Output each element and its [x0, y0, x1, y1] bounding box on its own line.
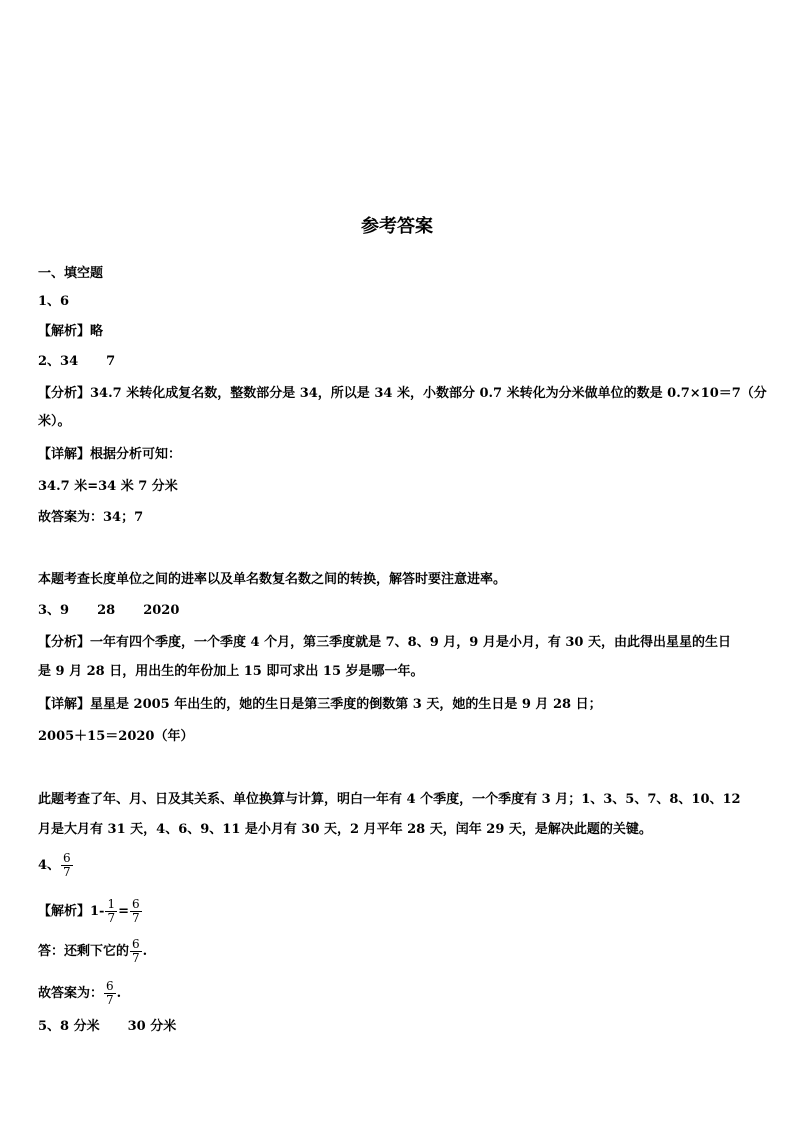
q2-answer-2: 7: [106, 354, 116, 369]
q4-subtrahend-fraction: [105, 898, 117, 925]
q4-analysis-prefix: 【解析】1-: [38, 904, 105, 919]
q3-fenxi-line1: 【分析】一年有四个季度，一个季度 4 个月，第三季度就是 7、8、9 月，9 月是小月，有 30 天，由此得出星星的生日: [38, 635, 731, 650]
q2-answer-1: 2、34: [38, 354, 79, 369]
q4-reply-fraction: [130, 938, 142, 965]
equals-sign: =: [118, 904, 129, 919]
fraction-numerator: 1: [107, 897, 116, 911]
q3-answer: [38, 601, 179, 621]
fraction-denominator: 7: [106, 993, 114, 1007]
q2-calc: 34.7 米=34 米 7 分米: [38, 479, 178, 494]
q4-result-fraction: [130, 898, 142, 925]
q3-answer-2: 28: [97, 603, 116, 618]
fraction-numerator: 6: [132, 937, 140, 951]
q3-summary-line1: 此题考查了年、月、日及其关系、单位换算与计算，明白一年有 4 个季度，一个季度有 3 月；1、3、5、7、8、10、12: [38, 792, 741, 807]
q4-final-answer: [38, 980, 121, 1007]
q3-answer-3: 2020: [143, 603, 180, 618]
page-title: 参考答案: [361, 216, 433, 237]
section-heading: 一、填空题: [38, 266, 104, 281]
q4-answer-fraction: [61, 852, 73, 879]
q4-answer: [38, 852, 74, 879]
q5-answer-2: 30 分米: [127, 1019, 177, 1034]
q2-final-answer: 故答案为：34；7: [38, 510, 144, 525]
q1-analysis: 【解析】略: [38, 324, 104, 339]
q3-detail: 【详解】星星是 2005 年出生的，她的生日是第三季度的倒数第 3 天，她的生日是 9 月 28 日；: [38, 697, 602, 712]
q2-fenxi-line1: 【分析】34.7 米转化成复名数，整数部分是 34，所以是 34 米，小数部分 0.7 米转化为分米做单位的数是 0.7×10＝7（分: [38, 386, 767, 401]
q2-summary: 本题考查长度单位之间的进率以及单名数复名数之间的转换，解答时要注意进率。: [38, 572, 507, 587]
q2-answer: [38, 352, 115, 372]
q4-number: 4、: [38, 858, 61, 873]
fraction-denominator: 7: [132, 911, 140, 925]
q5-answer-1: 5、8 分米: [38, 1019, 100, 1034]
q3-fenxi-line2: 是 9 月 28 日，用出生的年份加上 15 即可求出 15 岁是哪一年。: [38, 664, 424, 679]
q5-answer: [38, 1017, 176, 1037]
q3-calc: 2005＋15＝2020（年）: [38, 729, 194, 744]
q4-reply-prefix: 答：还剩下它的: [38, 944, 130, 959]
fraction-numerator: 6: [132, 897, 140, 911]
q4-final-fraction: [104, 980, 116, 1007]
q4-analysis: [38, 898, 143, 925]
fraction-numerator: 6: [106, 979, 114, 993]
fraction-denominator: 7: [107, 911, 116, 925]
q3-answer-1: 3、9: [38, 603, 70, 618]
fraction-denominator: 7: [63, 865, 71, 879]
period: .: [142, 944, 148, 959]
fraction-numerator: 6: [63, 851, 71, 865]
period: .: [116, 986, 122, 1001]
q4-reply: [38, 938, 147, 965]
q4-final-prefix: 故答案为：: [38, 986, 104, 1001]
q3-summary-line2: 月是大月有 31 天，4、6、9、11 是小月有 30 天，2 月平年 28 天，闰年 29 天，是解决此题的关键。: [38, 822, 652, 837]
q2-fenxi-line2: 米）。: [38, 414, 71, 429]
q2-detail: 【详解】根据分析可知：: [38, 447, 182, 462]
fraction-denominator: 7: [132, 951, 140, 965]
q1-answer: 1、6: [38, 294, 70, 309]
